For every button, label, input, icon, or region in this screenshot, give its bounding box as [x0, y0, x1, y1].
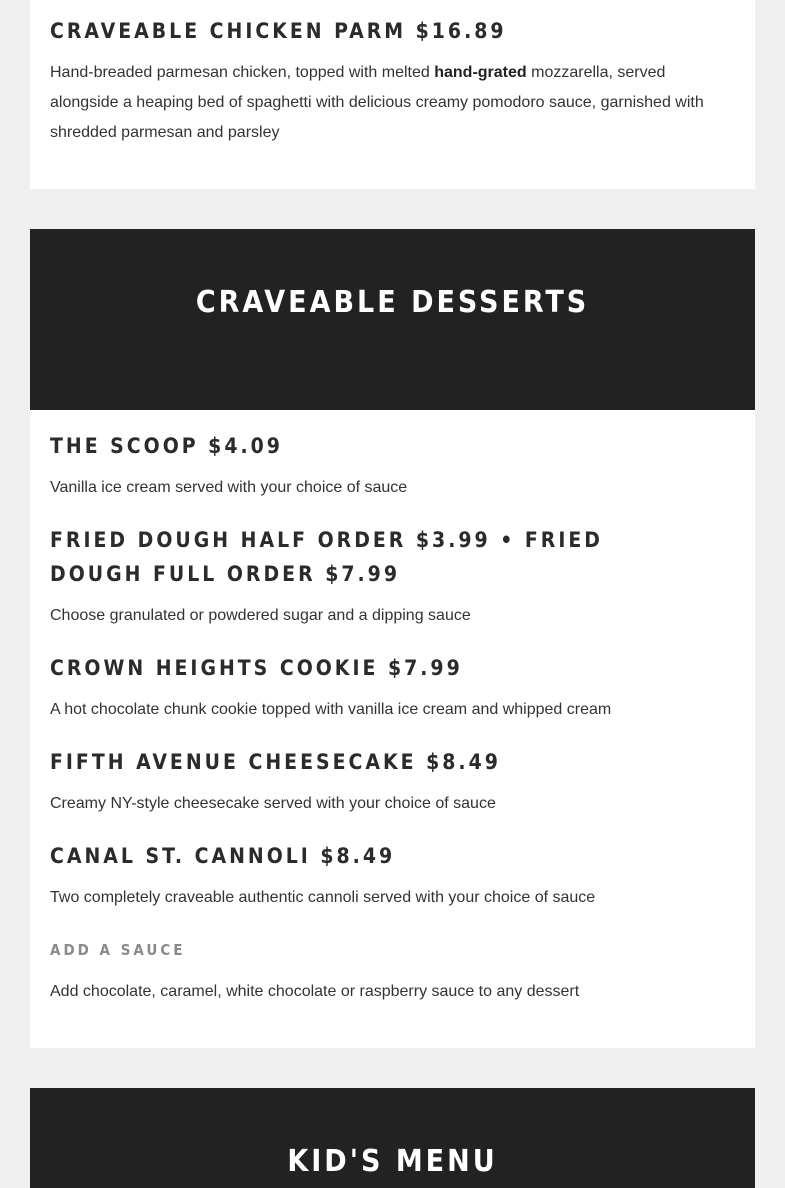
menu-card-desserts: [30, 410, 755, 1048]
menu-item-description: Creamy NY-style cheesecake served with your choice of sauce: [50, 795, 496, 812]
section-title: KID'S MENU: [287, 1144, 498, 1179]
menu-item-title: FRIED DOUGH HALF ORDER $3.99 • FRIED DOUGH FULL ORDER $7.99: [50, 528, 603, 586]
section-title: CRAVEABLE DESSERTS: [195, 285, 590, 320]
menu-item-description: Hand-breaded parmesan chicken, topped with melted hand-grated mozzarella, served alongside a heaping bed of spaghetti with delicious creamy pomodoro sauce, garnished with shredded parmesan and parsley: [50, 64, 704, 141]
menu-item-title: CROWN HEIGHTS COOKIE $7.99: [50, 656, 463, 680]
menu-card-entrees: [30, 0, 755, 189]
menu-item-title: FIFTH AVENUE CHEESECAKE $8.49: [50, 750, 501, 774]
menu-item-description: Choose granulated or powdered sugar and a dipping sauce: [50, 607, 471, 624]
menu-item-title: THE SCOOP $4.09: [50, 434, 283, 458]
menu-item-description: A hot chocolate chunk cookie topped with vanilla ice cream and whipped cream: [50, 701, 612, 718]
menu-item-title: CANAL ST. CANNOLI $8.49: [50, 844, 396, 868]
menu-item-title: CRAVEABLE CHICKEN PARM $16.89: [50, 19, 507, 43]
section-banner-desserts: [30, 229, 755, 410]
menu-item-description: Vanilla ice cream served with your choice of sauce: [50, 479, 408, 496]
menu-item-description: Two completely craveable authentic cannoli served with your choice of sauce: [50, 889, 596, 906]
emphasis-text: hand-grated: [434, 64, 527, 81]
addon-description: Add chocolate, caramel, white chocolate or raspberry sauce to any dessert: [50, 983, 580, 1000]
section-banner-kids: [30, 1088, 755, 1188]
addon-title: ADD A SAUCE: [50, 941, 186, 959]
